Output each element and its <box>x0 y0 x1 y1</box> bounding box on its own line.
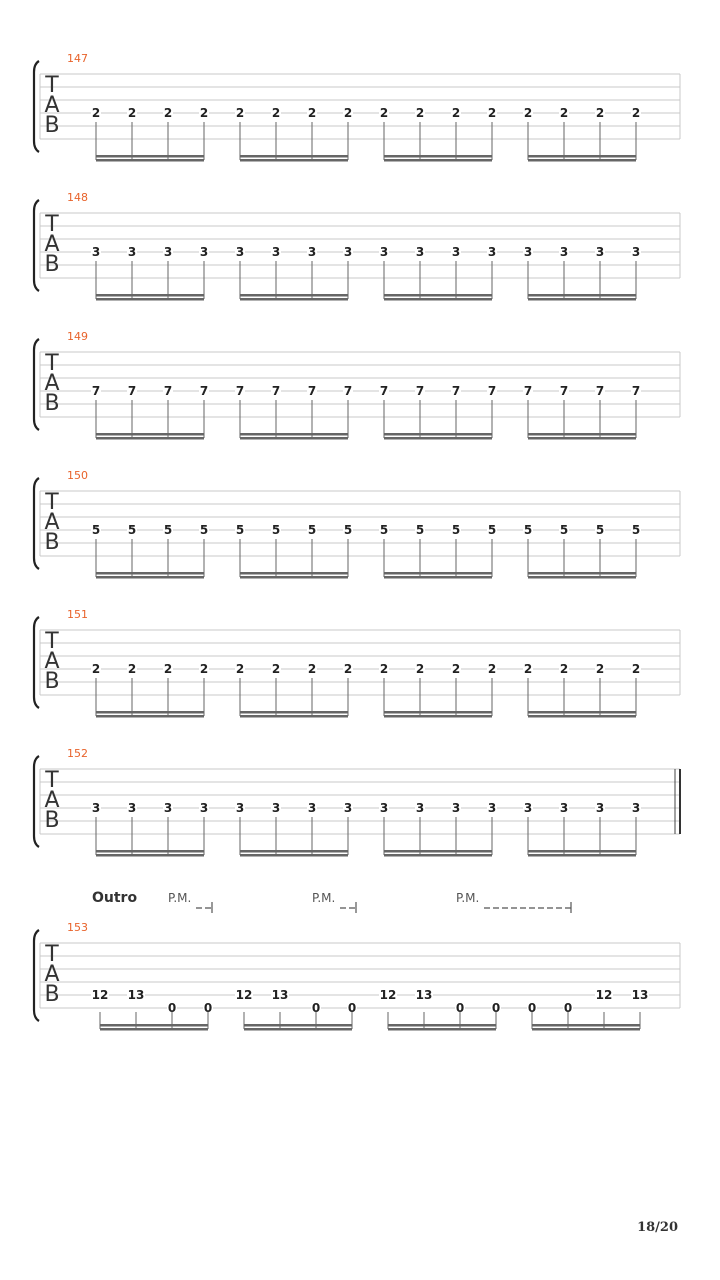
beam <box>528 155 636 158</box>
beam <box>240 159 348 162</box>
tab-system <box>34 191 680 301</box>
fret-number: 2 <box>523 662 533 676</box>
tab-clef-letter: A <box>44 962 60 987</box>
fret-number: 3 <box>307 245 317 259</box>
fret-number: 0 <box>527 1001 537 1015</box>
fret-number: 2 <box>451 106 461 120</box>
fret-number: 3 <box>595 801 605 815</box>
tab-system <box>34 330 680 440</box>
fret-number: 7 <box>91 384 101 398</box>
fret-number: 3 <box>451 801 461 815</box>
fret-number: 0 <box>167 1001 177 1015</box>
beam <box>384 294 492 297</box>
fret-number: 3 <box>559 245 569 259</box>
system-bracket <box>34 930 39 1021</box>
fret-number: 3 <box>163 245 173 259</box>
fret-number: 3 <box>451 245 461 259</box>
fret-number: 7 <box>235 384 245 398</box>
fret-number: 3 <box>199 245 209 259</box>
beam <box>388 1028 496 1031</box>
fret-number: 5 <box>559 523 569 537</box>
beam <box>384 433 492 436</box>
fret-number: 2 <box>127 106 137 120</box>
fret-number: 3 <box>343 245 353 259</box>
fret-number: 2 <box>451 662 461 676</box>
beam <box>96 850 204 853</box>
fret-number: 5 <box>271 523 281 537</box>
fret-number: 5 <box>127 523 137 537</box>
system-bracket <box>34 756 39 847</box>
beam <box>96 294 204 297</box>
beam <box>384 155 492 158</box>
beam <box>532 1024 640 1027</box>
fret-number: 2 <box>91 662 101 676</box>
beam <box>532 1028 640 1031</box>
fret-number: 0 <box>347 1001 357 1015</box>
fret-number: 3 <box>415 801 425 815</box>
beam <box>384 159 492 162</box>
fret-number: 3 <box>127 801 137 815</box>
tab-clef-letter: A <box>44 93 60 118</box>
tab-clef-letter: T <box>45 490 59 515</box>
tab-clef-letter: T <box>45 768 59 793</box>
fret-number: 7 <box>415 384 425 398</box>
fret-number: 7 <box>487 384 497 398</box>
beam <box>96 715 204 718</box>
fret-number: 13 <box>271 988 289 1002</box>
beam <box>384 854 492 857</box>
fret-number: 7 <box>127 384 137 398</box>
fret-number: 5 <box>199 523 209 537</box>
fret-number: 3 <box>631 801 641 815</box>
fret-number: 2 <box>163 662 173 676</box>
fret-number: 3 <box>91 801 101 815</box>
fret-number: 3 <box>379 245 389 259</box>
beam <box>528 294 636 297</box>
beam <box>244 1028 352 1031</box>
beam <box>100 1024 208 1027</box>
fret-number: 2 <box>631 662 641 676</box>
beam <box>528 159 636 162</box>
beam <box>528 433 636 436</box>
fret-number: 3 <box>379 801 389 815</box>
fret-number: 7 <box>595 384 605 398</box>
fret-number: 2 <box>379 662 389 676</box>
palm-mute-label: P.M. <box>312 891 336 905</box>
system-bracket <box>34 478 39 569</box>
fret-number: 7 <box>451 384 461 398</box>
tab-system <box>34 747 680 857</box>
fret-number: 5 <box>451 523 461 537</box>
fret-number: 3 <box>487 245 497 259</box>
beam <box>96 433 204 436</box>
fret-number: 2 <box>559 662 569 676</box>
beam <box>240 433 348 436</box>
beam <box>528 715 636 718</box>
system-bracket <box>34 61 39 152</box>
beam <box>240 572 348 575</box>
fret-number: 3 <box>307 801 317 815</box>
fret-number: 2 <box>271 662 281 676</box>
tab-clef-letter: B <box>44 530 60 555</box>
fret-number: 2 <box>343 106 353 120</box>
palm-mute-label: P.M. <box>168 891 192 905</box>
fret-number: 5 <box>379 523 389 537</box>
fret-number: 7 <box>631 384 641 398</box>
fret-number: 3 <box>559 801 569 815</box>
fret-number: 3 <box>271 801 281 815</box>
measure-number: 152 <box>67 747 88 760</box>
fret-number: 5 <box>91 523 101 537</box>
beam <box>96 437 204 440</box>
tab-clef-letter: A <box>44 649 60 674</box>
beam <box>240 850 348 853</box>
fret-number: 3 <box>595 245 605 259</box>
beam <box>528 298 636 301</box>
fret-number: 0 <box>563 1001 573 1015</box>
beam <box>240 437 348 440</box>
fret-number: 2 <box>595 662 605 676</box>
beam <box>240 854 348 857</box>
beam <box>384 850 492 853</box>
beam <box>96 854 204 857</box>
section-label: Outro <box>92 890 138 906</box>
fret-number: 2 <box>235 106 245 120</box>
fret-number: 2 <box>271 106 281 120</box>
fret-number: 3 <box>631 245 641 259</box>
fret-number: 3 <box>523 245 533 259</box>
fret-number: 0 <box>311 1001 321 1015</box>
fret-number: 2 <box>307 106 317 120</box>
tab-clef-letter: T <box>45 212 59 237</box>
beam <box>528 576 636 579</box>
fret-number: 2 <box>343 662 353 676</box>
beam <box>384 298 492 301</box>
beam <box>240 711 348 714</box>
beam <box>240 155 348 158</box>
fret-number: 7 <box>343 384 353 398</box>
tab-clef-letter: B <box>44 391 60 416</box>
tab-clef-letter: B <box>44 808 60 833</box>
fret-number: 5 <box>523 523 533 537</box>
tab-clef-letter: T <box>45 73 59 98</box>
fret-number: 7 <box>379 384 389 398</box>
fret-number: 3 <box>127 245 137 259</box>
system-bracket <box>34 617 39 708</box>
fret-number: 12 <box>379 988 397 1002</box>
tab-system <box>34 608 680 718</box>
tab-clef-letter: T <box>45 351 59 376</box>
fret-number: 0 <box>455 1001 465 1015</box>
fret-number: 7 <box>559 384 569 398</box>
beam <box>240 294 348 297</box>
fret-number: 5 <box>235 523 245 537</box>
fret-number: 2 <box>559 106 569 120</box>
beam <box>240 298 348 301</box>
tab-clef-letter: B <box>44 252 60 277</box>
palm-mute-label: P.M. <box>456 891 480 905</box>
fret-number: 2 <box>595 106 605 120</box>
fret-number: 2 <box>415 662 425 676</box>
fret-number: 13 <box>415 988 433 1002</box>
system-bracket <box>34 339 39 430</box>
fret-number: 3 <box>235 245 245 259</box>
beam <box>96 155 204 158</box>
fret-number: 13 <box>631 988 649 1002</box>
fret-number: 2 <box>523 106 533 120</box>
fret-number: 5 <box>595 523 605 537</box>
beam <box>100 1028 208 1031</box>
tab-system-outro <box>34 890 680 1031</box>
beam <box>384 437 492 440</box>
fret-number: 2 <box>199 106 209 120</box>
fret-number: 3 <box>415 245 425 259</box>
beam <box>528 572 636 575</box>
beam <box>96 576 204 579</box>
fret-number: 2 <box>379 106 389 120</box>
fret-number: 2 <box>415 106 425 120</box>
tab-clef-letter: T <box>45 942 59 967</box>
fret-number: 2 <box>487 662 497 676</box>
fret-number: 2 <box>127 662 137 676</box>
beam <box>96 298 204 301</box>
fret-number: 7 <box>307 384 317 398</box>
tab-clef-letter: B <box>44 982 60 1007</box>
beam <box>384 711 492 714</box>
fret-number: 2 <box>235 662 245 676</box>
beam <box>96 159 204 162</box>
fret-number: 3 <box>235 801 245 815</box>
fret-number: 12 <box>235 988 253 1002</box>
tab-system <box>34 469 680 579</box>
fret-number: 2 <box>631 106 641 120</box>
fret-number: 7 <box>163 384 173 398</box>
beam <box>96 572 204 575</box>
fret-number: 2 <box>163 106 173 120</box>
measure-number: 148 <box>67 191 88 204</box>
measure-number: 149 <box>67 330 88 343</box>
beam <box>528 711 636 714</box>
fret-number: 12 <box>91 988 109 1002</box>
beam <box>240 576 348 579</box>
tab-clef-letter: A <box>44 788 60 813</box>
beam <box>96 711 204 714</box>
beam <box>528 437 636 440</box>
fret-number: 5 <box>307 523 317 537</box>
fret-number: 2 <box>487 106 497 120</box>
beam <box>384 715 492 718</box>
measure-number: 153 <box>67 921 88 934</box>
fret-number: 3 <box>523 801 533 815</box>
tab-clef-letter: A <box>44 510 60 535</box>
tab-clef-letter: B <box>44 669 60 694</box>
fret-number: 3 <box>487 801 497 815</box>
fret-number: 3 <box>271 245 281 259</box>
fret-number: 2 <box>307 662 317 676</box>
tab-clef-letter: B <box>44 113 60 138</box>
beam <box>384 576 492 579</box>
fret-number: 5 <box>487 523 497 537</box>
fret-number: 0 <box>491 1001 501 1015</box>
beam <box>388 1024 496 1027</box>
tab-clef-letter: A <box>44 232 60 257</box>
beam <box>528 850 636 853</box>
tab-system <box>34 52 680 162</box>
page-number: 18/20 <box>637 1220 678 1235</box>
fret-number: 3 <box>163 801 173 815</box>
fret-number: 7 <box>271 384 281 398</box>
fret-number: 7 <box>523 384 533 398</box>
fret-number: 5 <box>415 523 425 537</box>
beam <box>240 715 348 718</box>
tab-clef-letter: A <box>44 371 60 396</box>
measure-number: 150 <box>67 469 88 482</box>
fret-number: 2 <box>199 662 209 676</box>
fret-number: 7 <box>199 384 209 398</box>
fret-number: 3 <box>91 245 101 259</box>
fret-number: 0 <box>203 1001 213 1015</box>
fret-number: 5 <box>163 523 173 537</box>
fret-number: 3 <box>199 801 209 815</box>
measure-number: 147 <box>67 52 88 65</box>
fret-number: 13 <box>127 988 145 1002</box>
beam <box>244 1024 352 1027</box>
fret-number: 12 <box>595 988 613 1002</box>
fret-number: 2 <box>91 106 101 120</box>
fret-number: 5 <box>343 523 353 537</box>
tab-clef-letter: T <box>45 629 59 654</box>
beam <box>528 854 636 857</box>
measure-number: 151 <box>67 608 88 621</box>
fret-number: 5 <box>631 523 641 537</box>
beam <box>384 572 492 575</box>
system-bracket <box>34 200 39 291</box>
fret-number: 3 <box>343 801 353 815</box>
